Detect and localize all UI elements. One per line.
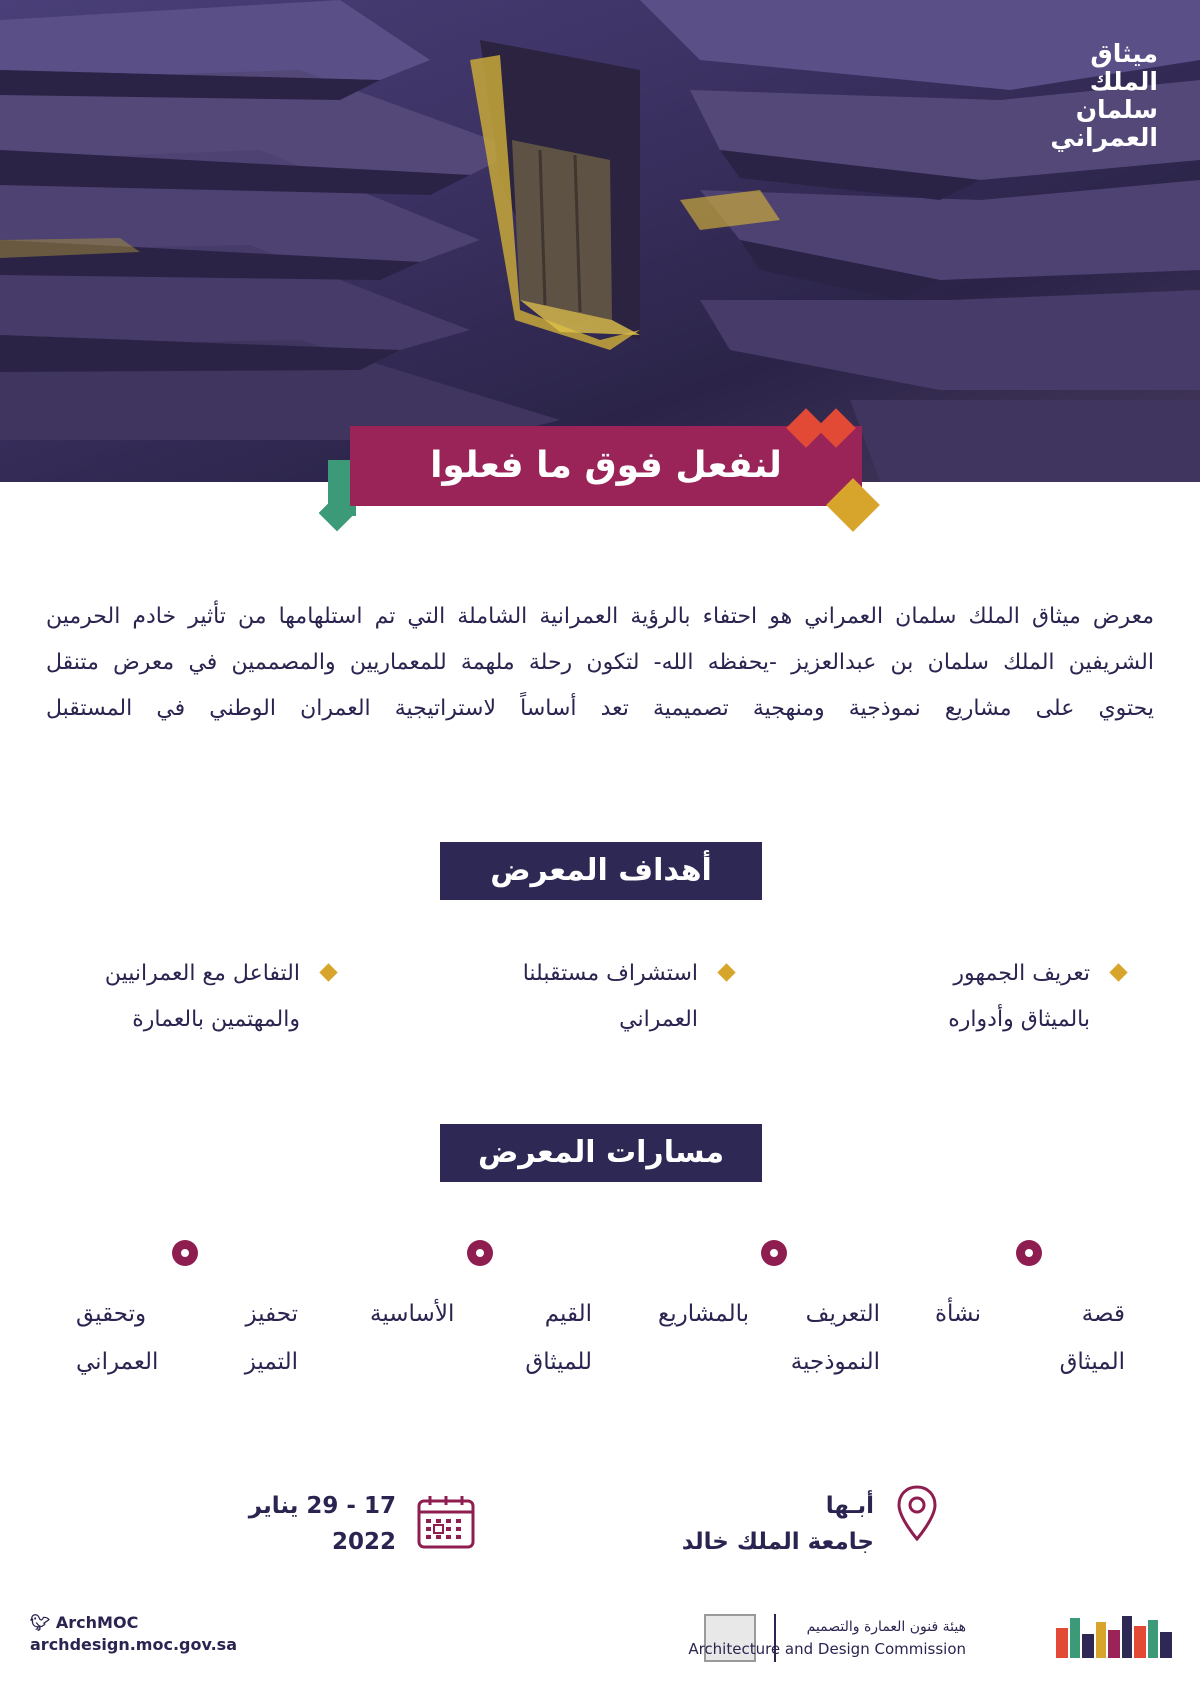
- twitter-handle-text: ArchMOC: [55, 1613, 139, 1632]
- intro-line: معرض ميثاق الملك سلمان العمراني هو احتفاء بالرؤية العمرانية الشاملة التي تم استلهامها من تأثير خادم الحرمين: [46, 604, 1154, 629]
- date-range: 17 - 29 يناير: [248, 1493, 396, 1519]
- track-line: النموذجية: [790, 1349, 880, 1375]
- logo-line: الملك: [1089, 67, 1158, 96]
- tracks-heading: مسارات المعرض: [440, 1124, 762, 1182]
- location-text: [682, 1488, 874, 1560]
- twitter-icon: 🐦︎: [30, 1613, 51, 1632]
- logo-line: العمراني: [1050, 123, 1158, 152]
- track-line: تحفيز وتحقيق: [76, 1301, 298, 1327]
- date-text: [249, 1488, 396, 1560]
- track-line: التعريف بالمشاريع: [658, 1301, 880, 1327]
- diamond-bullet-icon: [1109, 963, 1127, 981]
- goal-item: [523, 951, 698, 1043]
- goals-heading: أهداف المعرض: [440, 842, 762, 900]
- slogan-banner: لنفعل فوق ما فعلوا: [350, 426, 862, 506]
- track-dot-icon: [172, 1240, 198, 1266]
- commission-name-en: Architecture and Design Commission: [688, 1640, 966, 1658]
- date-year: 2022: [331, 1529, 396, 1555]
- charter-logo: [1038, 40, 1158, 152]
- location-city: أبـها: [825, 1493, 874, 1519]
- track-line: القيم الأساسية: [370, 1301, 592, 1327]
- track-item: [370, 1290, 592, 1386]
- track-dot-icon: [467, 1240, 493, 1266]
- goal-item: [105, 951, 300, 1043]
- intro-paragraph: [46, 594, 1154, 732]
- track-line: للميثاق: [525, 1349, 592, 1375]
- track-item: [658, 1290, 880, 1386]
- location-venue: جامعة الملك خالد: [681, 1529, 874, 1555]
- track-item: [76, 1290, 298, 1386]
- logo-line: ميثاق: [1090, 39, 1158, 68]
- goal-line: التفاعل مع العمرانيين: [104, 961, 300, 986]
- commission-logo-icon: [1056, 1614, 1172, 1662]
- location-pin-icon: [896, 1484, 938, 1546]
- goal-item: [948, 951, 1090, 1043]
- commission-name-ar: هيئة فنون العمارة والتصميم: [806, 1619, 966, 1635]
- commission-name: [688, 1616, 966, 1660]
- twitter-handle[interactable]: [30, 1612, 237, 1634]
- track-dot-icon: [1016, 1240, 1042, 1266]
- logo-line: سلمان: [1075, 95, 1158, 124]
- goal-line: العمراني: [619, 1007, 698, 1032]
- calendar-icon: [416, 1494, 476, 1554]
- track-line: التميز العمراني: [76, 1349, 298, 1375]
- intro-line: الشريفين الملك سلمان بن عبدالعزيز -يحفظه الله- لتكون رحلة ملهمة للمعماريين والمصممين في معرض متنقل: [46, 650, 1154, 675]
- track-line: الميثاق: [1059, 1349, 1125, 1375]
- track-item: [935, 1290, 1125, 1386]
- mud-wall-illustration: [0, 0, 1200, 482]
- diamond-bullet-icon: [319, 963, 337, 981]
- goal-line: استشراف مستقبلنا: [522, 961, 698, 986]
- goal-line: تعريف الجمهور: [953, 961, 1090, 986]
- goal-line: بالميثاق وأدواره: [948, 1007, 1090, 1032]
- track-dot-icon: [761, 1240, 787, 1266]
- diamond-bullet-icon: [717, 963, 735, 981]
- goal-line: والمهتمين بالعمارة: [132, 1007, 300, 1032]
- intro-line: يحتوي على مشاريع نموذجية ومنهجية تصميمية تعد أساساً لاستراتيجية العمران الوطني في المستقبل: [46, 696, 1154, 721]
- website-link[interactable]: archdesign.moc.gov.sa: [30, 1635, 237, 1654]
- hero-image: [0, 0, 1200, 482]
- track-line: قصة نشأة: [935, 1301, 1125, 1327]
- social-links: [30, 1612, 237, 1656]
